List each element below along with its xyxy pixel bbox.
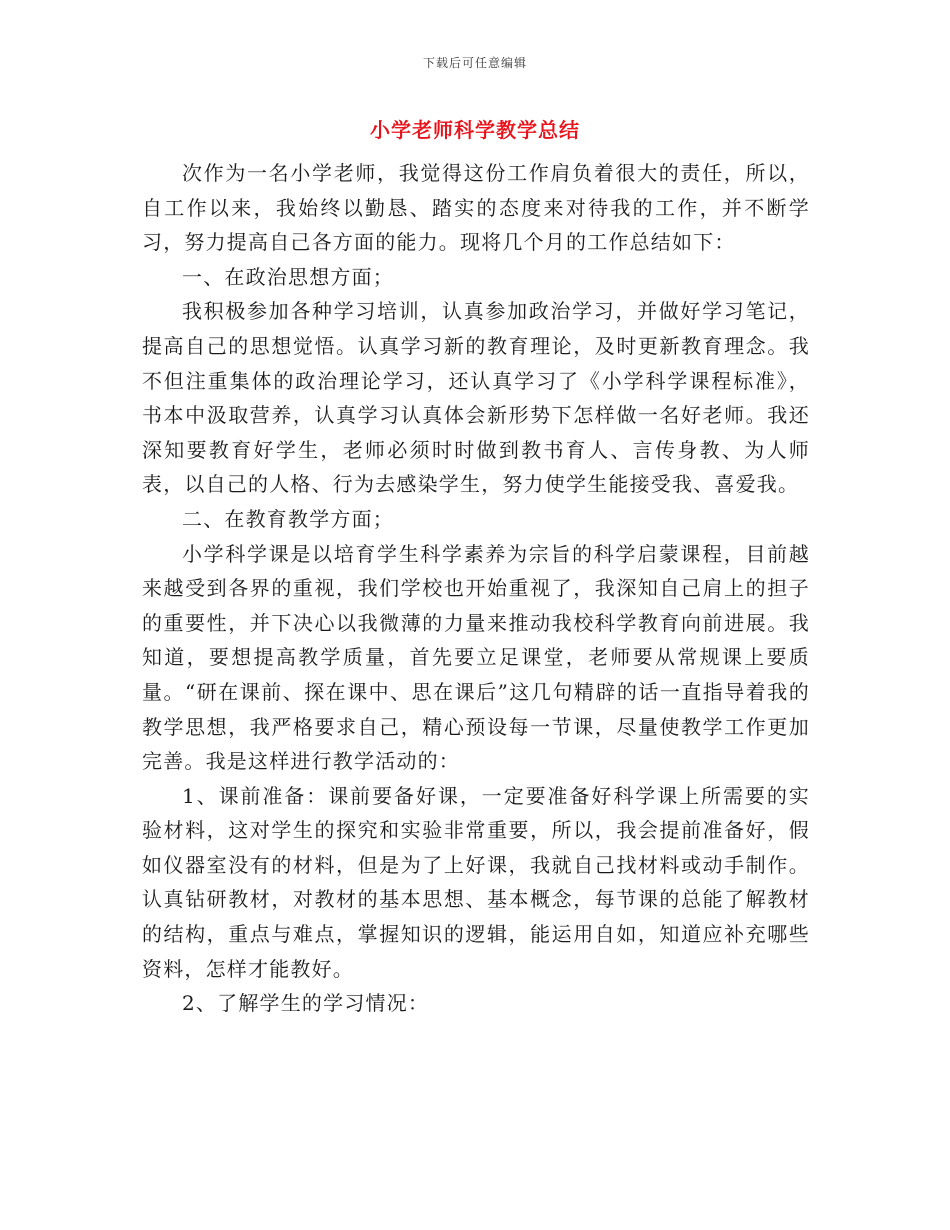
paragraph-intro: 次作为一名小学老师，我觉得这份工作肩负着很大的责任，所以，自工作以来，我始终以勤恳、踏实的态度来对待我的工作，并不断学习，努力提高自己各方面的能力。现将几个月的工作总结如下： bbox=[142, 161, 810, 255]
paragraph-preparation: 1、课前准备：课前要备好课，一定要准备好科学课上所需要的实验材料，这对学生的探究和实验非常重要，所以，我会提前准备好，假如仪器室没有的材料，但是为了上好课，我就自己找材料或动手制作。认真钻研教材，对教材的基本思想、基本概念，每节课的总能了解教材的结构，重点与难点，掌握知识的逻辑，能运用自如，知道应补充哪些资料，怎样才能教好。 bbox=[142, 783, 810, 981]
document-body bbox=[142, 156, 810, 1021]
paragraph-student-understanding: 2、了解学生的学习情况： bbox=[182, 991, 430, 1016]
header-note: 下载后可任意编辑 bbox=[422, 56, 527, 70]
paragraph-teaching: 小学科学课是以培育学生科学素养为宗旨的科学启蒙课程，目前越来越受到各界的重视，我们学校也开始重视了，我深知自己肩上的担子的重要性，并下决心以我微薄的力量来推动我校科学教育向前进展。我知道，要想提高教学质量，首先要立足课堂，老师要从常规课上要质量。“研在课前、探在课中、思在课后”这几句精辟的话一直指导着我的教学思想，我严格要求自己，精心预设每一节课，尽量使教学工作更加完善。我是这样进行教学活动的： bbox=[142, 541, 810, 774]
paragraph-politics: 我积极参加各种学习培训，认真参加政治学习，并做好学习笔记，提高自己的思想觉悟。认真学习新的教育理论，及时更新教育理念。我不但注重集体的政治理论学习，还认真学习了《小学科学课程标准》，书本中汲取营养，认真学习认真体会新形势下怎样做一名好老师。我还深知要教育好学生，老师必须时时做到教书育人、言传身教、为人师表，以自己的人格、行为去感染学生，努力使学生能接受我、喜爱我。 bbox=[142, 299, 810, 497]
document-title: 小学老师科学教学总结 bbox=[370, 118, 580, 142]
section-heading-politics: 一、在政治思想方面； bbox=[182, 264, 394, 289]
section-heading-teaching: 二、在教育教学方面； bbox=[182, 506, 394, 531]
